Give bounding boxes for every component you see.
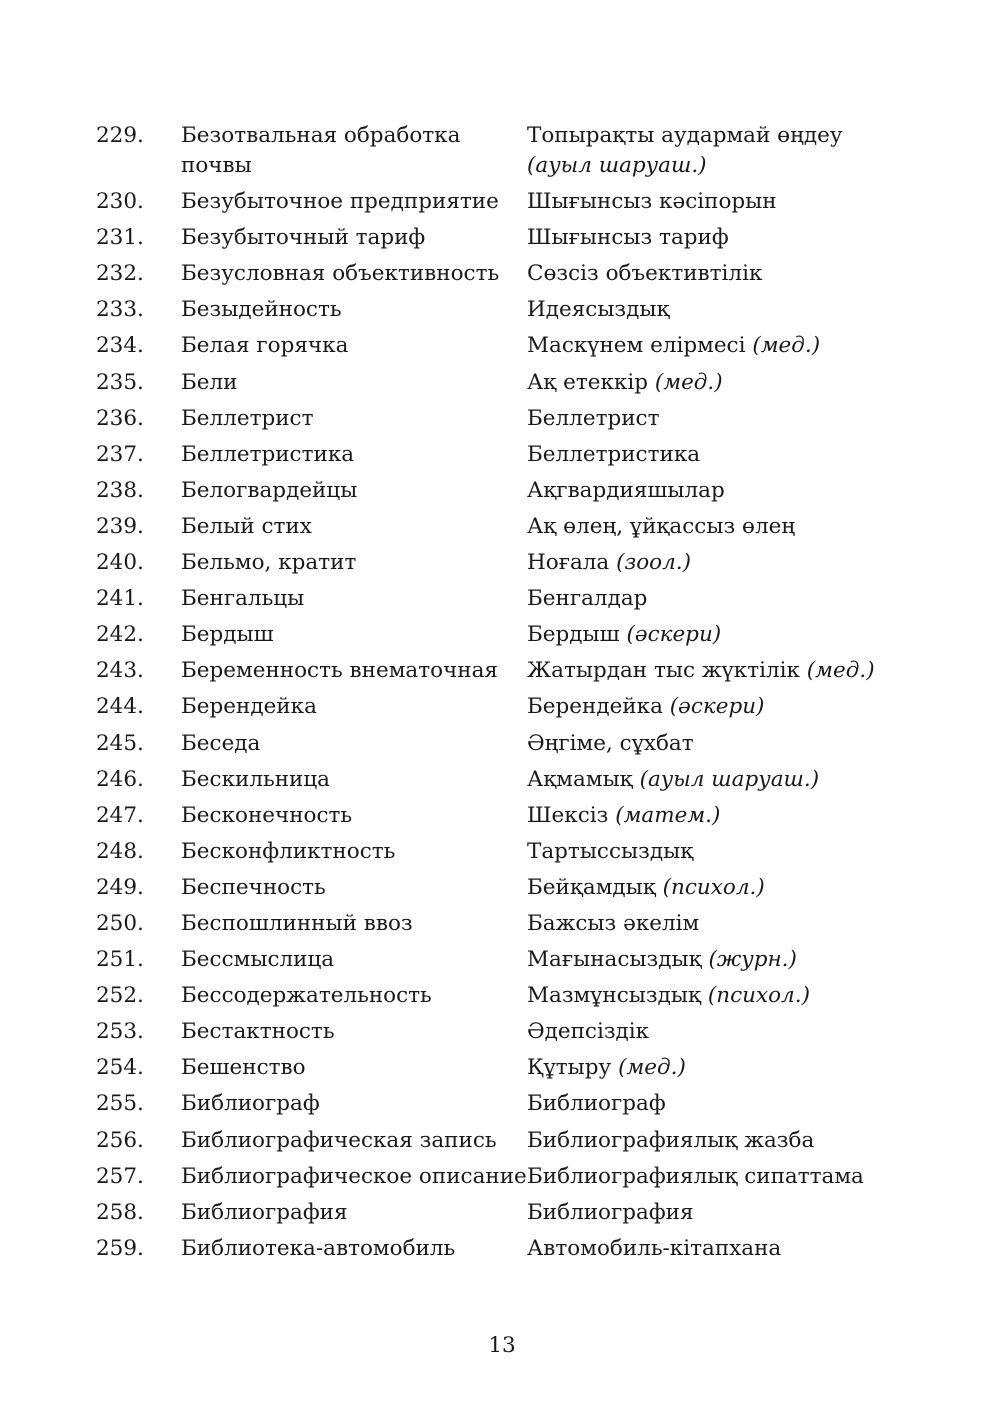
entry-number: 253. [96, 1019, 144, 1045]
russian-term: Безусловная объективность [181, 261, 500, 287]
entry-number: 254. [96, 1055, 144, 1081]
kazakh-term: Беллетрист [527, 405, 660, 431]
russian-term: Бессмыслица [181, 947, 335, 973]
kazakh-term-cell [527, 368, 916, 398]
russian-term: Беспечность [181, 874, 326, 900]
glossary-entry [96, 873, 916, 903]
kazakh-term-cell [527, 259, 916, 289]
kazakh-term-cell [527, 295, 916, 325]
kazakh-term: Әдепсіздік [527, 1019, 650, 1045]
entry-number: 231. [96, 225, 144, 251]
kazakh-term-cell [527, 909, 916, 939]
kazakh-term-cell [527, 1198, 916, 1228]
entry-number: 239. [96, 513, 144, 539]
kazakh-term: Маскүнем елірмесі [527, 333, 746, 359]
domain-note: (ауыл шаруаш.) [639, 766, 820, 792]
entry-number: 257. [96, 1163, 144, 1189]
domain-note: (психол.) [707, 983, 810, 1009]
russian-term: Безотвальная обработка почвы [181, 123, 461, 178]
russian-term: Библиографическое описание [181, 1163, 527, 1189]
russian-term: Бели [181, 369, 238, 395]
russian-term: Белогвардейцы [181, 477, 358, 503]
kazakh-term: Бейқамдық [527, 874, 656, 900]
kazakh-term: Сөзсіз объективтілік [527, 261, 763, 287]
kazakh-term-cell [527, 765, 916, 795]
kazakh-term: Автомобиль-кітапхана [527, 1235, 782, 1261]
entry-number: 242. [96, 622, 144, 648]
kazakh-term-cell [527, 584, 916, 614]
entry-number: 245. [96, 730, 144, 756]
russian-term: Белая горячка [181, 333, 349, 359]
glossary-entry [96, 1017, 916, 1047]
glossary-entry [96, 259, 916, 289]
russian-term: Библиография [181, 1199, 348, 1225]
kazakh-term: Бенгалдар [527, 586, 648, 612]
kazakh-term: Жатырдан тыс жүктілік [527, 658, 800, 684]
kazakh-term-cell [527, 1017, 916, 1047]
russian-term: Бешенство [181, 1055, 306, 1081]
kazakh-term: Шығынсыз тариф [527, 225, 729, 251]
glossary-entry [96, 331, 916, 361]
kazakh-term: Ақмамық [527, 766, 633, 792]
entry-number: 232. [96, 261, 144, 287]
russian-term: Бесконечность [181, 802, 353, 828]
kazakh-term: Ақ етеккір [527, 369, 649, 395]
glossary-entry [96, 909, 916, 939]
glossary-entry [96, 1126, 916, 1156]
entry-number: 229. [96, 123, 144, 148]
domain-note: (матем.) [615, 802, 721, 828]
entry-number: 251. [96, 947, 144, 973]
kazakh-term-cell [527, 837, 916, 867]
glossary-entry [96, 1089, 916, 1119]
entry-number: 233. [96, 297, 144, 323]
entry-number: 259. [96, 1235, 144, 1261]
domain-note: (ауыл шаруаш.) [527, 153, 707, 178]
kazakh-term: Топырақты аудармай өңдеу [527, 123, 843, 148]
russian-term: Бердыш [181, 622, 274, 648]
entry-number: 252. [96, 983, 144, 1009]
glossary-entry [96, 1198, 916, 1228]
glossary-entry [96, 765, 916, 795]
entry-number: 235. [96, 369, 144, 395]
kazakh-term: Библиографиялық жазба [527, 1127, 815, 1153]
entry-number: 244. [96, 694, 144, 720]
russian-term: Бесконфликтность [181, 838, 396, 864]
entry-number: 234. [96, 333, 144, 359]
kazakh-term: Библиография [527, 1199, 694, 1225]
kazakh-term: Шексіз [527, 802, 609, 828]
entry-number: 243. [96, 658, 144, 684]
russian-term: Библиотека-автомобиль [181, 1235, 456, 1261]
kazakh-term: Шығынсыз кәсіпорын [527, 189, 777, 215]
kazakh-term-cell [527, 801, 916, 831]
glossary-entry [96, 729, 916, 759]
entry-number: 247. [96, 802, 144, 828]
entry-number: 256. [96, 1127, 144, 1153]
entry-number: 250. [96, 910, 144, 936]
glossary-entry [96, 801, 916, 831]
glossary-entry [96, 981, 916, 1011]
domain-note: (әскери) [626, 622, 722, 648]
entry-number: 258. [96, 1199, 144, 1225]
kazakh-term: Құтыру [527, 1055, 612, 1081]
glossary-entry [96, 368, 916, 398]
russian-term: Беллетрист [181, 405, 314, 431]
kazakh-term: Бажсыз әкелім [527, 910, 700, 936]
kazakh-term-cell [527, 729, 916, 759]
kazakh-term: Әңгіме, сұхбат [527, 730, 694, 756]
russian-term: Безубыточный тариф [181, 225, 426, 251]
kazakh-term-cell [527, 223, 916, 253]
domain-note: (мед.) [806, 658, 875, 684]
russian-term: Беспошлинный ввоз [181, 910, 413, 936]
kazakh-term-cell [527, 656, 916, 686]
entry-number: 240. [96, 550, 144, 576]
glossary-entry [96, 692, 916, 722]
kazakh-term-cell [527, 187, 916, 217]
glossary-entry [96, 295, 916, 325]
kazakh-term-cell [527, 1089, 916, 1119]
russian-term: Безубыточное предприятие [181, 189, 499, 215]
kazakh-term-cell [527, 331, 916, 361]
russian-term: Белый стих [181, 513, 312, 539]
glossary-entry [96, 1053, 916, 1083]
kazakh-term-cell [527, 548, 916, 578]
glossary-entry [96, 548, 916, 578]
glossary-entry [96, 656, 916, 686]
glossary-entry [96, 837, 916, 867]
kazakh-term-cell [527, 945, 916, 975]
page-number: 13 [488, 1333, 516, 1358]
kazakh-term-cell [527, 440, 916, 470]
kazakh-term-cell [527, 873, 916, 903]
domain-note: (мед.) [654, 369, 723, 395]
glossary-entry [96, 187, 916, 217]
entry-number: 238. [96, 477, 144, 503]
kazakh-term: Ақ өлең, ұйқассыз өлең [527, 513, 796, 539]
kazakh-term-cell [527, 476, 916, 506]
domain-note: (мед.) [618, 1055, 686, 1081]
kazakh-term-cell [527, 692, 916, 722]
entry-number: 246. [96, 766, 144, 792]
kazakh-term-cell [527, 404, 916, 434]
russian-term: Бестактность [181, 1019, 335, 1045]
domain-note: (мед.) [752, 333, 821, 359]
russian-term: Безыдейность [181, 297, 342, 323]
entry-number: 237. [96, 441, 144, 467]
glossary-entry [96, 440, 916, 470]
entry-number: 248. [96, 838, 144, 864]
kazakh-term: Мағынасыздық [527, 947, 702, 973]
domain-note: (зоол.) [616, 550, 692, 576]
glossary-list [96, 121, 916, 1270]
entry-number: 255. [96, 1091, 144, 1117]
russian-term: Бельмо, кратит [181, 550, 357, 576]
glossary-entry [96, 620, 916, 650]
kazakh-term-cell [527, 512, 916, 542]
entry-number: 236. [96, 405, 144, 431]
kazakh-term-cell [527, 620, 916, 650]
kazakh-term-cell [527, 1162, 916, 1192]
russian-term: Библиограф [181, 1091, 320, 1117]
glossary-entry [96, 404, 916, 434]
domain-note: (психол.) [662, 874, 765, 900]
kazakh-term: Мазмұнсыздық [527, 983, 702, 1009]
kazakh-term: Тартыссыздық [527, 838, 694, 864]
glossary-entry [96, 476, 916, 506]
glossary-entry [96, 1162, 916, 1192]
kazakh-term: Библиографиялық сипаттама [527, 1163, 864, 1189]
russian-term: Бессодержательность [181, 983, 432, 1009]
russian-term: Беседа [181, 730, 261, 756]
glossary-entry [96, 512, 916, 542]
kazakh-term: Библиограф [527, 1091, 666, 1117]
glossary-entry [96, 1234, 916, 1264]
glossary-entry [96, 584, 916, 614]
russian-term: Библиографическая запись [181, 1127, 497, 1153]
kazakh-term: Идеясыздық [527, 297, 670, 323]
kazakh-term: Ақгвардияшылар [527, 477, 725, 503]
glossary-entry [96, 121, 916, 181]
domain-note: (әскери) [669, 694, 765, 720]
kazakh-term-cell [527, 1053, 916, 1083]
entry-number: 249. [96, 874, 144, 900]
glossary-entry [96, 945, 916, 975]
kazakh-term-cell [527, 1126, 916, 1156]
kazakh-term: Бердыш [527, 622, 620, 648]
kazakh-term: Беллетристика [527, 441, 701, 467]
glossary-entry [96, 223, 916, 253]
russian-term: Бескильница [181, 766, 330, 792]
kazakh-term-cell [527, 981, 916, 1011]
russian-term: Беллетристика [181, 441, 355, 467]
kazakh-term: Ноғала [527, 550, 610, 576]
entry-number: 230. [96, 189, 144, 215]
kazakh-term: Берендейка [527, 694, 663, 720]
entry-number: 241. [96, 586, 144, 612]
russian-term: Бенгальцы [181, 586, 305, 612]
russian-term: Берендейка [181, 694, 317, 720]
domain-note: (журн.) [708, 947, 797, 973]
kazakh-term-cell [527, 121, 916, 181]
kazakh-term-cell [527, 1234, 916, 1264]
russian-term: Беременность внематочная [181, 658, 498, 684]
